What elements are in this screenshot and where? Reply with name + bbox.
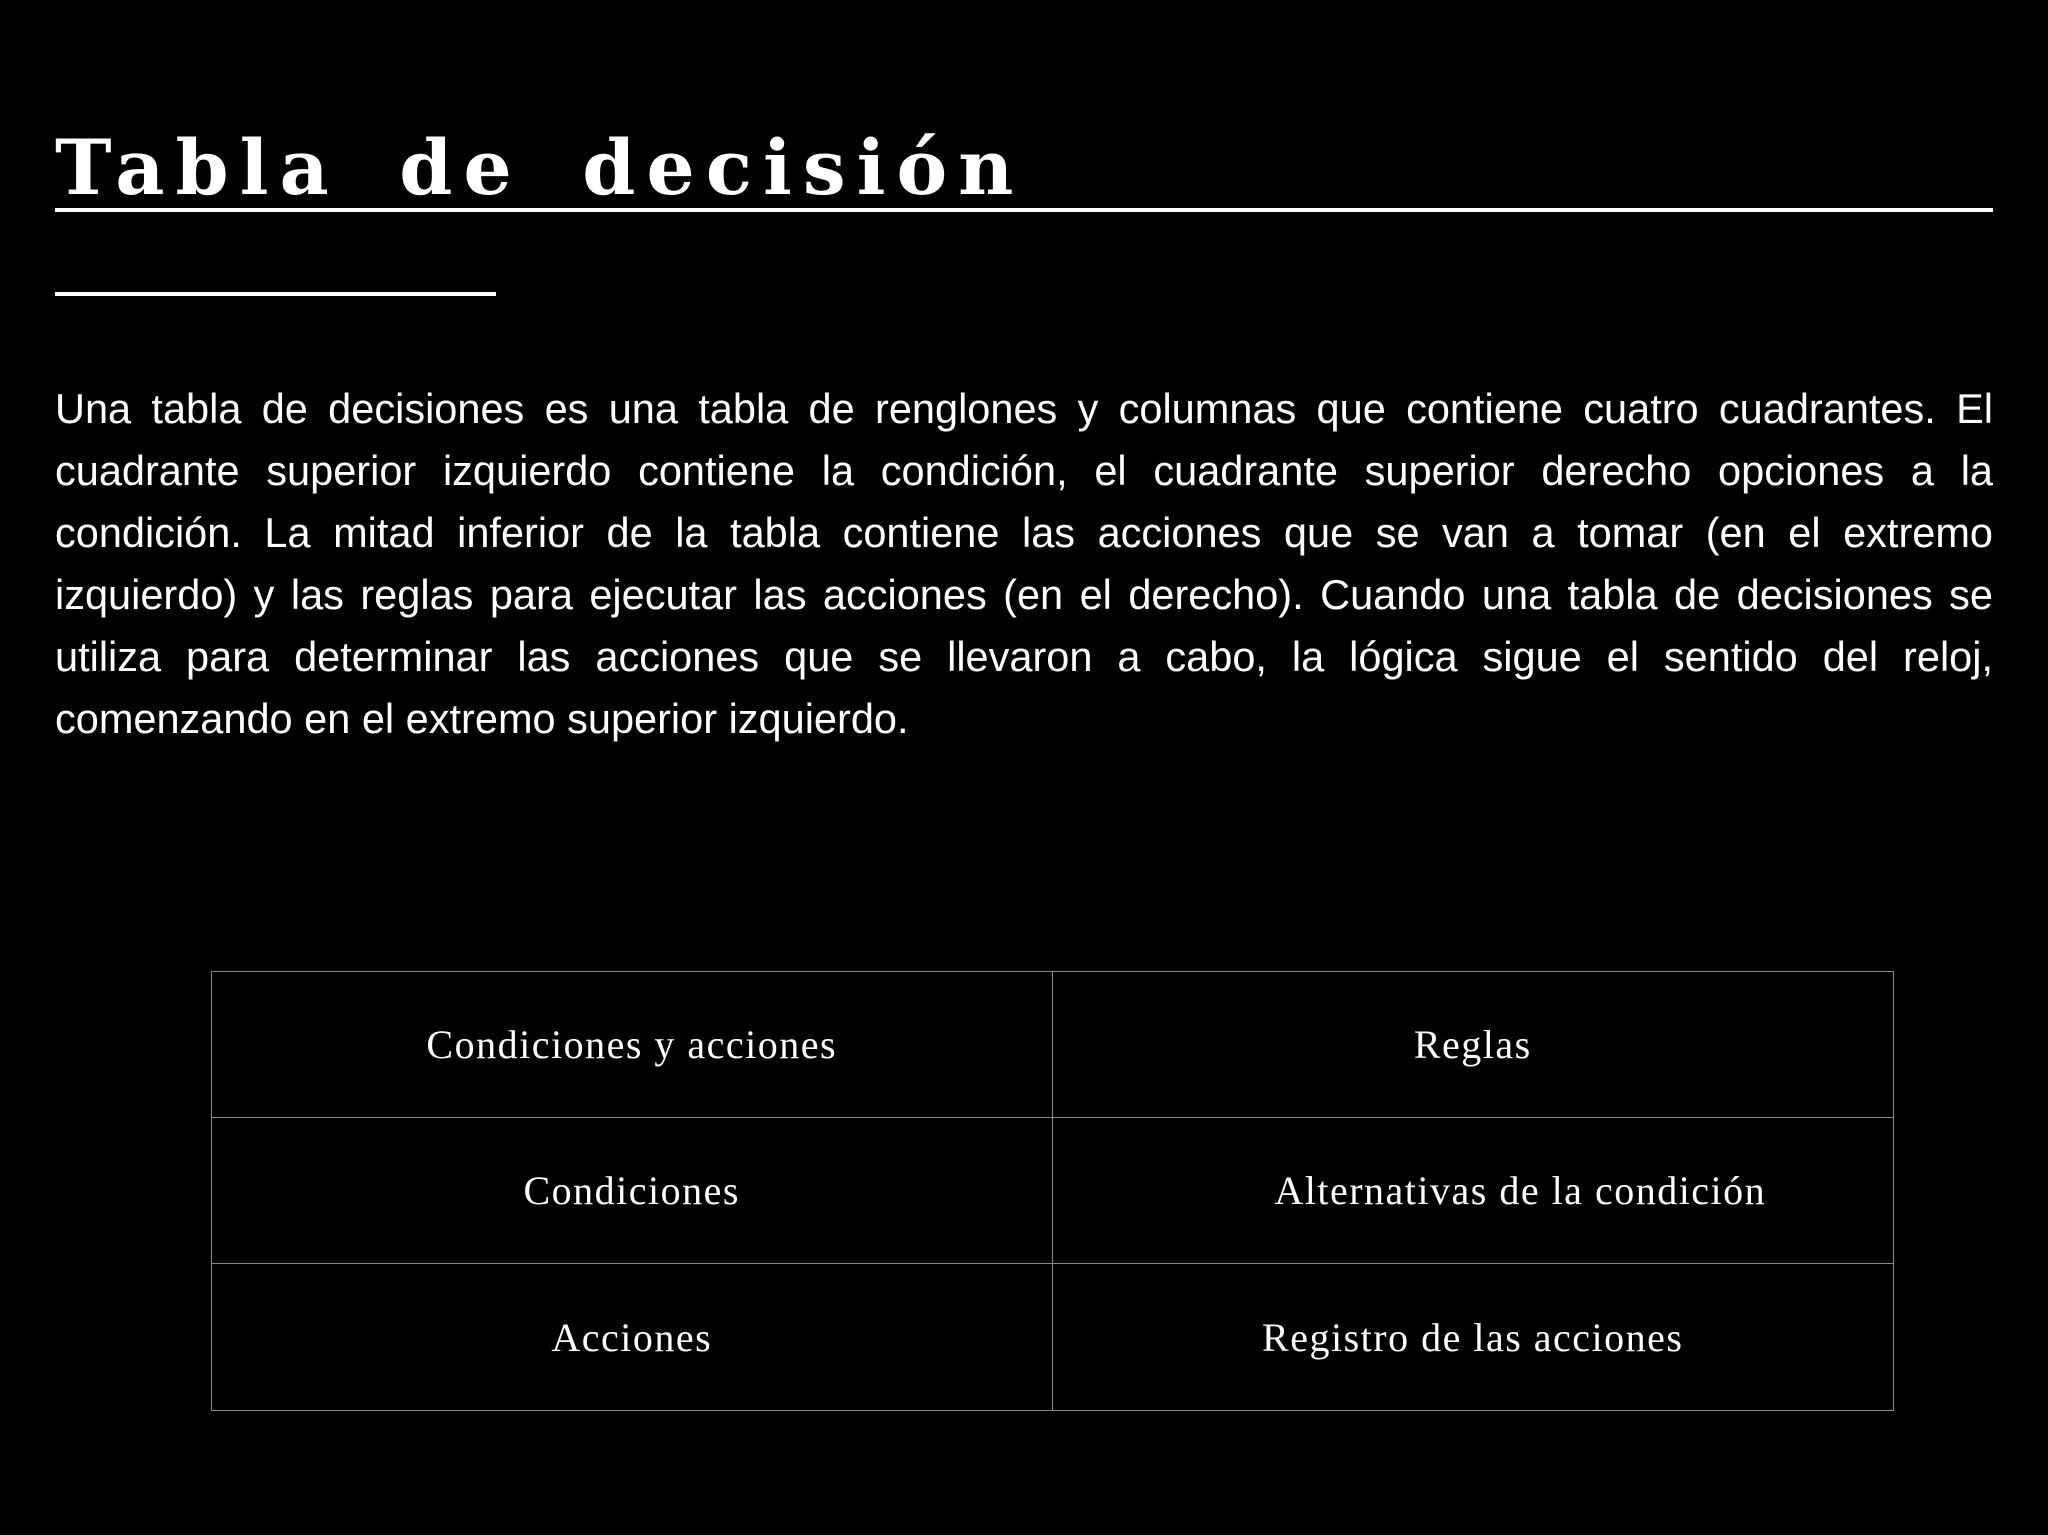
table-cell: Alternativas de la condición xyxy=(1053,1118,1894,1264)
body-paragraph: Una tabla de decisiones es una tabla de renglones y columnas que contiene cuatro cuadrantes. El cuadrante superior izquierdo contiene la condición, el cuadrante superior derecho opciones a la condición. La mitad inferior de la tabla contiene las acciones que se van a tomar (en el extremo izquierdo) y las reglas para ejecutar las acciones (en el derecho). Cuando una tabla de decisiones se utiliza para determinar las acciones que se llevaron a cabo, la lógica sigue el sentido del reloj, comenzando en el extremo superior izquierdo. xyxy=(55,385,1993,742)
table-cell: Acciones xyxy=(212,1264,1053,1410)
slide-title: Tabla de decisión xyxy=(55,123,1025,212)
table-cell: Condiciones xyxy=(212,1118,1053,1264)
table-cell: Condiciones y acciones xyxy=(212,972,1053,1118)
title-rule xyxy=(55,123,1993,212)
table-cell: Registro de las acciones xyxy=(1262,1314,1684,1360)
table-cell: Reglas xyxy=(1053,972,1894,1118)
title-accent-line xyxy=(55,292,496,296)
decision-table xyxy=(211,971,1894,1411)
